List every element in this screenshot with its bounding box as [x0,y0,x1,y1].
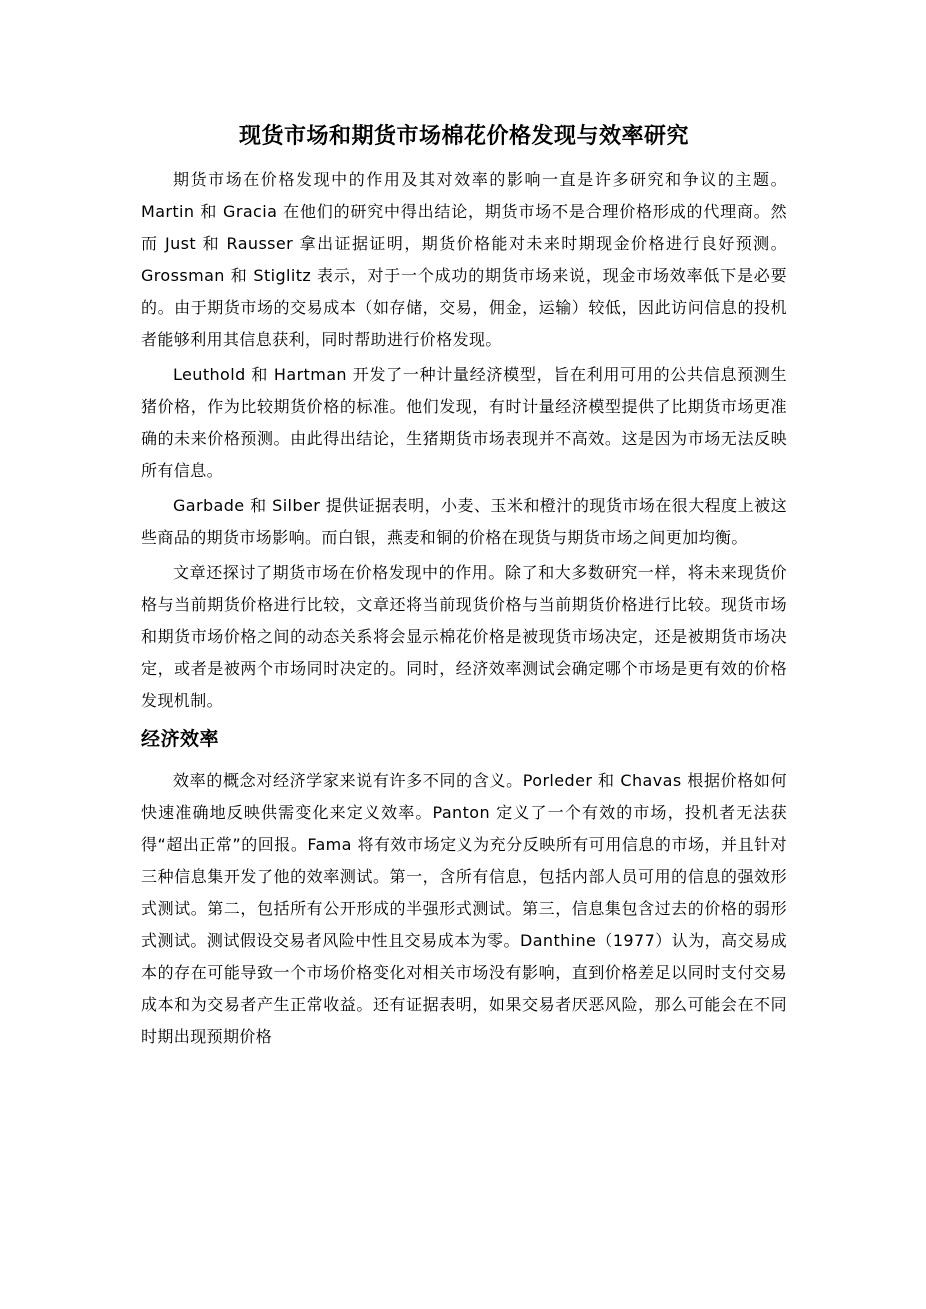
paragraph-efficiency-concept: 效率的概念对经济学家来说有许多不同的含义。Porleder 和 Chavas 根据价格如何快速准确地反映供需变化来定义效率。Panton 定义了一个有效的市场，投机者无法获得“超出正常”的回报。Fama 将有效市场定义为充分反映所有可用信息的市场，并且针对三种信息集开发了他的效率测试。第一，含所有信息，包括内部人员可用的信息的强效形式测试。第二，包括所有公开形成的半强形式测试。第三，信息集包含过去的价格的弱形式测试。测试假设交易者风险中性且交易成本为零。Danthine（1977）认为，高交易成本的存在可能导致一个市场价格变化对相关市场没有影响，直到价格差足以同时支付交易成本和为交易者产生正常收益。还有证据表明，如果交易者厌恶风险，那么可能会在不同时期出现预期价格 [141,771,787,1046]
document-page [141,118,787,1056]
paragraph-garbade-silber: Garbade 和 Silber 提供证据表明，小麦、玉米和橙汁的现货市场在很大程度上被这些商品的期货市场影响。而白银，燕麦和铜的价格在现货与期货市场之间更加均衡。 [141,496,787,547]
section-heading-economic-efficiency: 经济效率 [141,728,220,750]
paragraph-price-discovery-debate: 期货市场在价格发现中的作用及其对效率的影响一直是许多研究和争议的主题。Martin 和 Gracia 在他们的研究中得出结论，期货市场不是合理价格形成的代理商。然而 Just 和 Rausser 拿出证据证明，期货价格能对未来时期现金价格进行良好预测。Grossman 和 Stiglitz 表示，对于一个成功的期货市场来说，现金市场效率低下是必要的。由于期货市场的交易成本（如存储，交易，佣金，运输）较低，因此访问信息的投机者能够利用其信息获利，同时帮助进行价格发现。 [141,170,787,349]
paragraph-leuthold-hartman: Leuthold 和 Hartman 开发了一种计量经济模型，旨在利用可用的公共信息预测生猪价格，作为比较期货价格的标准。他们发现，有时计量经济模型提供了比期货市场更准确的未来价格预测。由此得出结论，生猪期货市场表现并不高效。这是因为市场无法反映所有信息。 [141,365,787,480]
paragraph-article-scope: 文章还探讨了期货市场在价格发现中的作用。除了和大多数研究一样，将未来现货价格与当前期货价格进行比较，文章还将当前现货价格与当前期货价格进行比较。现货市场和期货市场价格之间的动态关系将会显示棉花价格是被现货市场决定，还是被期货市场决定，或者是被两个市场同时决定的。同时，经济效率测试会确定哪个市场是更有效的价格发现机制。 [141,563,787,710]
document-title: 现货市场和期货市场棉花价格发现与效率研究 [238,124,689,149]
